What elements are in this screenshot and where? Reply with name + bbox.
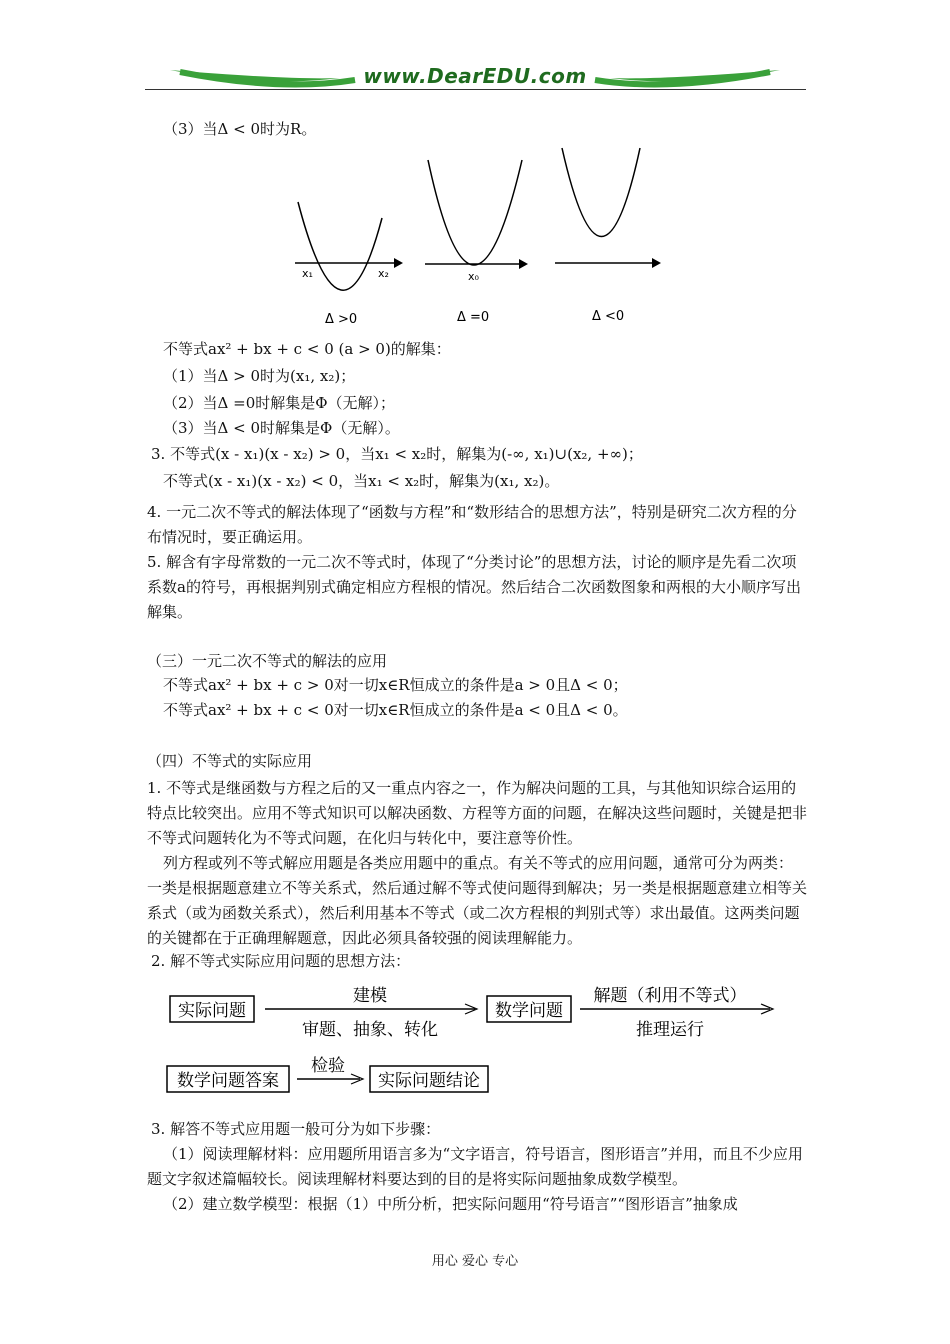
arrow-2-bottom-label: 推理运行	[636, 1020, 704, 1040]
label-x0: x₀	[468, 270, 479, 283]
caption-delta-positive: Δ >0	[325, 312, 358, 327]
line-case-3: （3）当Δ < 0时解集是Φ（无解）。	[163, 419, 400, 437]
paragraph-4-1: 1. 不等式是继函数与方程之后的又一重点内容之一，作为解决问题的工具，与其他知识综合运用的特点比较突出。应用不等式知识可以解决函数、方程等方面的问题，在解决这些问题时，关键是把非不等式问题转化为不等式问题，在化归与转化中，要注意等价性。	[147, 779, 808, 847]
line-inequality-less: 不等式ax² + bx + c < 0 (a > 0)的解集：	[163, 340, 451, 358]
parabola-delta-negative	[562, 148, 640, 237]
line-case-1: （1）当Δ > 0时为(x₁, x₂)；	[163, 367, 356, 385]
paragraph-step-2: （2）建立数学模型：根据（1）中所分析，把实际问题用“符号语言”“图形语言”抽象成	[163, 1195, 738, 1213]
caption-delta-zero: Δ =0	[457, 310, 490, 325]
axis-arrow-2	[519, 259, 528, 269]
arrow-1-bottom-label: 审题、抽象、转化	[302, 1020, 438, 1040]
line-delta-negative-r: （3）当Δ < 0时为R。	[163, 120, 317, 138]
label-x2: x₂	[378, 267, 389, 280]
box-real-problem-label: 实际问题	[178, 1001, 246, 1021]
label-x1: x₁	[302, 267, 313, 280]
parabola-graphs	[290, 140, 680, 335]
paragraph-4-2: 列方程或列不等式解应用题是各类应用题中的重点。有关不等式的应用问题，通常可分为两类：一类是根据题意建立不等关系式，然后通过解不等式使问题得到解决；另一类是根据题意建立相等关系式（或为函数关系式），然后利用基本不等式（或二次方程根的判别式等）求出最值。这两类问题的关键都在于正确理解题意，因此必须具备较强的阅读理解能力。	[147, 854, 808, 947]
arrow-2-top-label: 解题（利用不等式）	[593, 986, 747, 1006]
line-always-negative: 不等式ax² + bx + c < 0对一切x∈R恒成立的条件是a < 0且Δ < 0。	[163, 701, 628, 719]
header-site-name: www.DearEDU.com	[363, 64, 587, 88]
box-math-answer-label: 数学问题答案	[177, 1071, 279, 1091]
footer-text: 用心 爱心 专心	[431, 1254, 519, 1269]
line-always-positive: 不等式ax² + bx + c > 0对一切x∈R恒成立的条件是a > 0且Δ < 0；	[163, 676, 628, 694]
line-4-3-heading: 3. 解答不等式应用题一般可分为如下步骤：	[151, 1120, 441, 1138]
paragraph-step-1: （1）阅读理解材料：应用题所用语言多为“文字语言，符号语言，图形语言”并用，而且不少应用题文字叙述篇幅较长。阅读理解材料要达到的目的是将实际问题抽象成数学模型。	[147, 1145, 803, 1188]
flowchart	[165, 978, 785, 1098]
box-real-conclusion-label: 实际问题结论	[378, 1071, 480, 1091]
caption-delta-negative: Δ <0	[592, 309, 625, 324]
axis-arrow-1	[394, 258, 403, 268]
line-item-3a: 3. 不等式(x - x₁)(x - x₂) > 0，当x₁ < x₂时，解集为(-∞, x₁)∪(x₂, +∞)；	[151, 445, 643, 463]
box-math-problem-label: 数学问题	[495, 1001, 563, 1021]
axis-arrow-3	[652, 258, 661, 268]
line-4-2-heading: 2. 解不等式实际应用问题的思想方法：	[151, 952, 411, 970]
header-rule	[145, 89, 806, 90]
line-item-3b: 不等式(x - x₁)(x - x₂) < 0，当x₁ < x₂时，解集为(x₁, x₂)。	[163, 472, 560, 490]
paragraph-item-4: 4. 一元二次不等式的解法体现了“函数与方程”和“数形结合的思想方法”，特别是研究二次方程的分布情况时，要正确运用。	[147, 503, 797, 546]
arrow-1-top-label: 建模	[353, 986, 387, 1006]
parabola-delta-zero	[428, 160, 522, 265]
line-case-2: （2）当Δ =0时解集是Φ（无解）；	[163, 394, 396, 412]
section-heading-3: （三）一元二次不等式的解法的应用	[147, 652, 388, 670]
arrow-3-top-label: 检验	[311, 1056, 345, 1076]
section-heading-4: （四）不等式的实际应用	[147, 752, 313, 770]
paragraph-item-5: 5. 解含有字母常数的一元二次不等式时，体现了“分类讨论”的思想方法，讨论的顺序是先看二次项系数a的符号，再根据判别式确定相应方程根的情况。然后结合二次函数图象和两根的大小顺序写出解集。	[147, 553, 801, 621]
